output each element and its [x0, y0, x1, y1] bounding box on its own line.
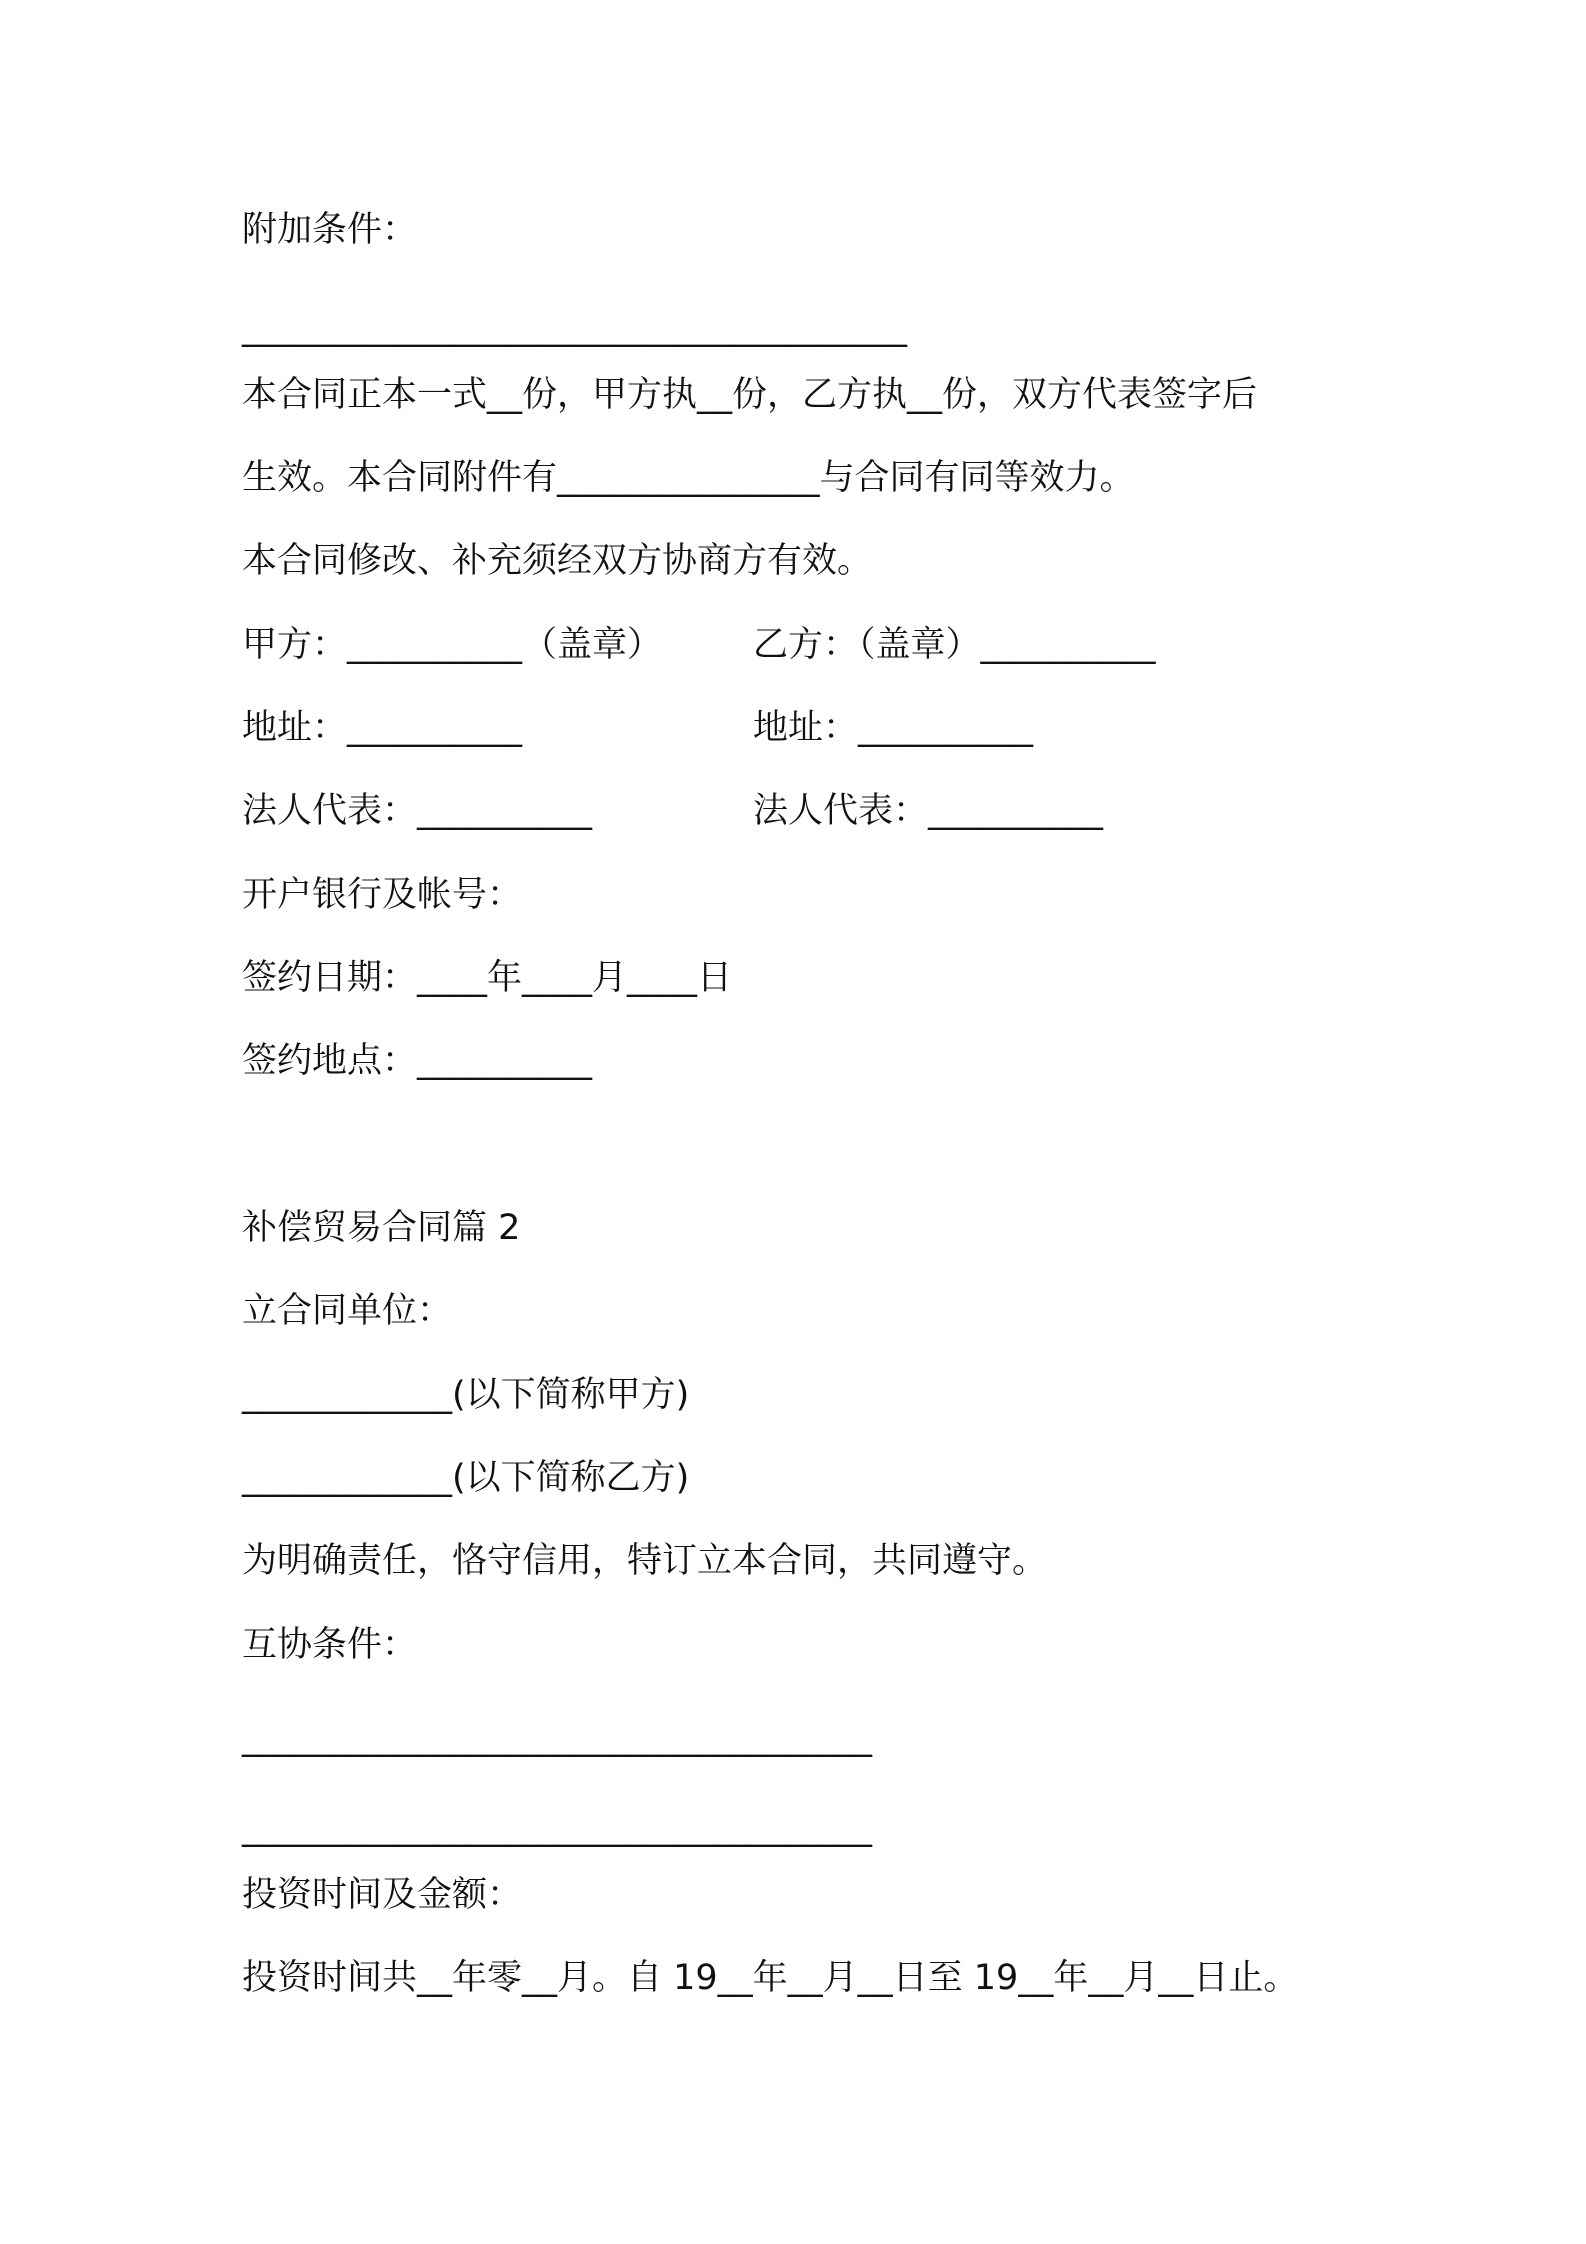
sign-date: 签约日期：____年____月____日 — [242, 958, 733, 998]
party-a-seal: 甲方：__________（盖章） — [242, 625, 663, 665]
sign-place: 签约地点：__________ — [242, 1041, 593, 1081]
party-b-address: 地址：__________ — [753, 708, 1034, 748]
section-title: 补偿贸易合同篇 2 — [242, 1208, 521, 1248]
party-a-address: 地址：__________ — [242, 708, 523, 748]
party-b-line: ____________(以下简称乙方) — [242, 1458, 690, 1498]
blank-line: ____________________________________ — [242, 1718, 872, 1758]
party-a-line: ____________(以下简称甲方) — [242, 1375, 690, 1415]
party-a-legal-rep: 法人代表：__________ — [242, 791, 593, 831]
blank-line: ____________________________________ — [242, 1808, 872, 1848]
investment-text: 投资时间共__年零__月。自 19__年__月__日至 19__年__月__日止。 — [242, 1958, 1299, 1998]
investment-label: 投资时间及金额： — [242, 1875, 523, 1915]
additional-conditions-label: 附加条件： — [242, 210, 418, 250]
intro-text: 为明确责任，恪守信用，特订立本合同，共同遵守。 — [242, 1541, 1048, 1581]
bank-account-label: 开户银行及帐号： — [242, 875, 523, 915]
contract-copies-text: 本合同正本一式__份，甲方执__份，乙方执__份，双方代表签字后 — [242, 375, 1258, 415]
contract-effect-text: 生效。本合同附件有_______________与合同有同等效力。 — [242, 458, 1135, 498]
party-b-seal: 乙方：（盖章）__________ — [753, 625, 1156, 665]
party-b-legal-rep: 法人代表：__________ — [753, 791, 1104, 831]
blank-line: ______________________________________ — [242, 308, 907, 348]
mutual-conditions-label: 互协条件： — [242, 1625, 418, 1665]
contract-amendment-text: 本合同修改、补充须经双方协商方有效。 — [242, 541, 873, 581]
contract-unit-label: 立合同单位： — [242, 1291, 453, 1331]
